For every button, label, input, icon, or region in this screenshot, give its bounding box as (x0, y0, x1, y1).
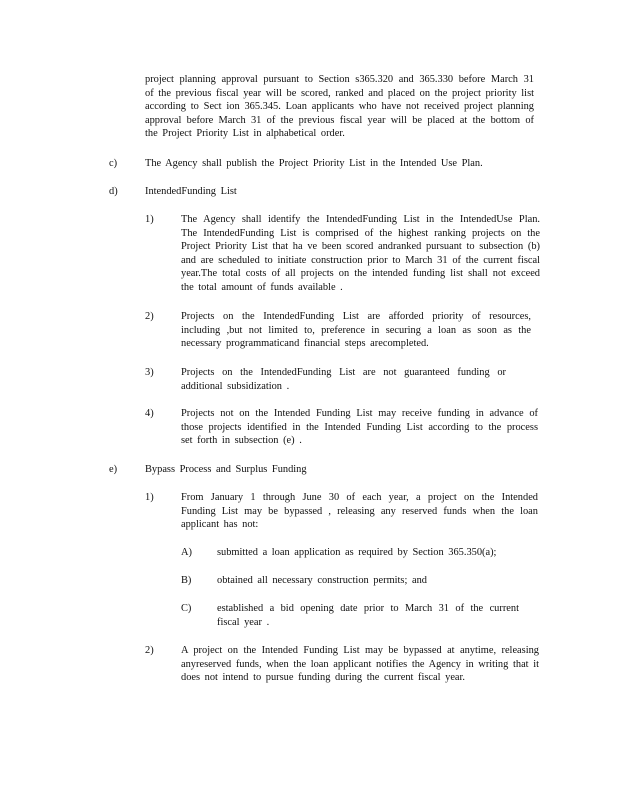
e-item-1-text: From January 1 through June 30 of each year, a project on the Intended Funding List may be bypassed , releasing any reserved funds when the loan applicant has not: (181, 492, 538, 531)
e-subitem-b-text: obtained all necessary construction permits; and (217, 575, 427, 586)
e-subitem-a-text: submitted a loan application as required by Section 365.350(a); (217, 547, 497, 558)
e-item-2-label: 2) (145, 645, 154, 656)
intro-paragraph: project planning approval pursuant to Section s365.320 and 365.330 before March 31 of the previous fiscal year will be scored, ranked and placed on the project priority list according to Sect ion 365.345. Loan applicants who have not received project planning approval before March 31 of the previous fiscal year will be placed at the bottom of the Project Priority List in alphabetical order. (145, 74, 534, 140)
section-c-label: c) (109, 158, 118, 169)
e-subitem-c-text: established a bid opening date prior to March 31 of the current fiscal year . (217, 603, 519, 628)
d-item-4-label: 4) (145, 408, 154, 419)
section-e-title: Bypass Process and Surplus Funding (145, 464, 307, 475)
d-item-1-text: The Agency shall identify the IntendedFunding List in the IntendedUse Plan. The IntendedFunding List is comprised of the highest ranking projects on the Project Priority List that ha ve been scored andranked pursuant to subsection (b) and are scheduled to initiate construction prior to March 31 of the current fiscal year.The total costs of all projects on the intended funding list shall not exceed the total amount of funds available . (181, 214, 540, 293)
section-d-title: IntendedFunding List (145, 186, 237, 197)
d-item-2-label: 2) (145, 311, 154, 322)
d-item-2-text: Projects on the IntendedFunding List are afforded priority of resources, including ,but not limited to, preference in securing a loan as soon as the necessary programmaticand financial steps arecompleted. (181, 311, 531, 350)
d-item-3-label: 3) (145, 367, 154, 378)
e-subitem-b-label: B) (181, 575, 192, 586)
e-item-1-label: 1) (145, 492, 154, 503)
e-subitem-a-label: A) (181, 547, 192, 558)
d-item-3-text: Projects on the IntendedFunding List are not guaranteed funding or additional subsidization . (181, 367, 506, 392)
e-subitem-c-label: C) (181, 603, 192, 614)
e-item-2-text: A project on the Intended Funding List may be bypassed at anytime, releasing anyreserved funds, when the loan applicant notifies the Agency in writing that it does not intend to pursue funding during the current fiscal year. (181, 645, 539, 684)
section-d-label: d) (109, 186, 118, 197)
section-c-text: The Agency shall publish the Project Priority List in the Intended Use Plan. (145, 158, 483, 169)
d-item-4-text: Projects not on the Intended Funding List may receive funding in advance of those projects identified in the Intended Funding List according to the process set forth in subsection (e) . (181, 408, 538, 447)
d-item-1-label: 1) (145, 214, 154, 225)
section-e-label: e) (109, 464, 118, 475)
